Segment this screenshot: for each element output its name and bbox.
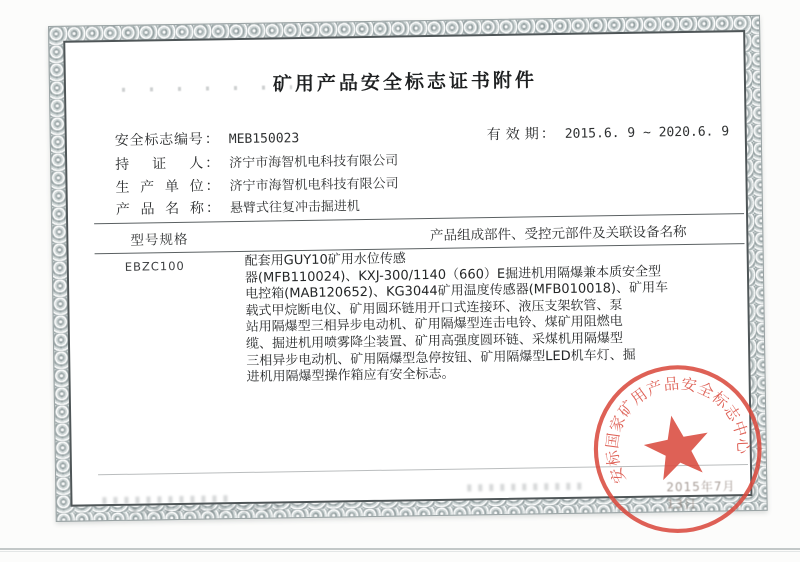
table-row-components-text: 配套用GUY10矿用水位传感 器(MFB110024)、KXJ-300/1140（660）E掘进机用隔爆兼本质安全型 电控箱(MAB120652)、KG3044矿用温度传感器(MFB010018)、矿用车 载式甲烷断电仪、矿用圆环链用开口式连接环、液压支架软管、泵 站用隔爆型三相异步电动机、矿用隔爆型连击电铃、煤矿用阻燃电 缆、掘进机用喷雾降尘装置、矿用高强度圆环链、采煤机用隔爆型 三相异步电动机、矿用隔爆型急停按钮、矿用隔爆型LED机车灯、掘 进机用隔爆型操作箱应有安全标志。: [244, 251, 669, 386]
table-row-model-value: EBZC100: [124, 258, 185, 274]
page-title: 矿用产品安全标志证书附件: [272, 69, 538, 96]
manufacturer-label: 生产单位: [115, 178, 204, 196]
validity-label: 有效期: [486, 126, 539, 144]
certificate-inner-frame: [63, 30, 753, 512]
colon: ：: [204, 131, 219, 148]
field-product: [116, 195, 360, 219]
seal-arc-text: 安标国家矿用产品安全标志中心: [603, 374, 753, 486]
colon: ：: [205, 178, 220, 195]
product-value: 悬臂式往复冲击掘进机: [229, 199, 361, 217]
holder-value: 济宁市海智机电科技有限公司: [229, 153, 399, 172]
model-column-header: 型号规格: [130, 231, 189, 249]
seal-star-icon: [639, 409, 715, 482]
colon: ：: [205, 200, 221, 217]
scan-artifact: [467, 483, 587, 492]
field-mark-number: [115, 127, 300, 150]
manufacturer-value: 济宁市海智机电科技有限公司: [229, 176, 399, 195]
validity-value: 2015.6. 9 ~ 2020.6. 9: [564, 124, 730, 142]
scan-artifact: [102, 495, 232, 504]
holder-label: 持证人: [115, 155, 204, 173]
components-column-header: 产品组成部件、受控元部件及关联设备名称: [429, 223, 687, 245]
field-holder: [115, 150, 398, 174]
colon: ：: [540, 126, 555, 143]
scan-page-edge-shadow: [0, 551, 800, 552]
scan-page-edge-line: [0, 548, 800, 550]
certificate-sheet: [48, 15, 768, 522]
scan-artifact: [133, 505, 283, 513]
stamp-date: 2015年7月13日: [666, 479, 736, 512]
mark-number-label: 安全标志编号: [114, 131, 203, 149]
field-manufacturer: [115, 173, 398, 197]
colon: ：: [205, 155, 220, 172]
mark-number-value: MEB150023: [228, 131, 300, 148]
product-label: 产品名称: [115, 200, 205, 218]
field-validity: [487, 120, 730, 144]
official-seal: [575, 346, 781, 552]
